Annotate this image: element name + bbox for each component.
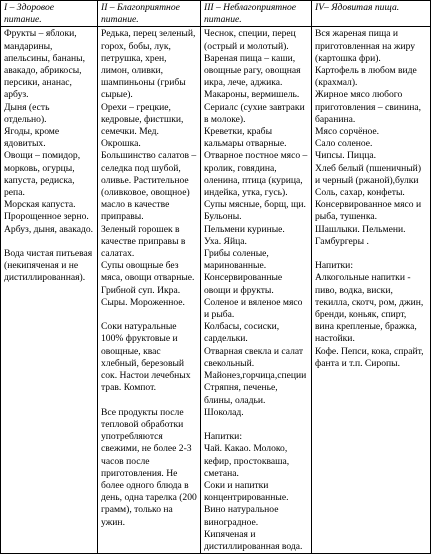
favorable-foods-cell: Редька, перец зеленый, горох, бобы, лук, петрушка, хрен, лимон, оливки, шампиньоны (грибы сырые). Орехи – грецкие, кедровые, фистшки, семечки. Мед. Окрошка. Большинство салатов – селедка под шубой, оливье. Растительное (оливковое, овощное) масло в качестве приправы. Зеленый горошек в качестве приправы в салатах. Супы овощные без мяса, овощи отварные. Грибной суп. Икра. Сыры. Мороженное. Соки натуральные 100% фруктовые и овощные, квас хлебный, березовый сок. Настои лечебных трав. Компот. Все продукты после тепловой обработки употребляются свежими, не более 2-3 часов после приготовления. Не более одного блюда в день, одна тарелка (200 грамм), только на ужин. bbox=[98, 27, 201, 554]
header-unfavorable: III – Неблагоприятное питание. bbox=[201, 1, 312, 27]
unfavorable-foods-cell: Чеснок, специи, перец (острый и молотый). Вареная пища – каши, овощные рагу, овощная икра, лече, аджика. Макароны, вермишель. Сериалс (сухие завтраки в молоке). Креветки, крабы кальмары отварные. Отварное постное мясо – кролик, говядина, оленина, птица (курица, индейка, утка, гусь). Супы мясные, борщ, щи. Бульоны. Пельмени куриные. Уха. Яйца. Грибы соленые, маринованные. Консервированные овощи и фрукты. Соленое и вяленое мясо и рыба. Колбасы, сосиски, сардельки. Отварная свекла и салат свекольный. Майонез,горчица,специи Стряпня, печенье, блины, оладьи. Шоколад. Напитки: Чай. Какао. Молоко, кефир, простокваша, сметана. Соки и напитки концентрированные. Вино натуральное виноградное. Кипяченая и дистиллированная вода. bbox=[201, 27, 312, 554]
healthy-foods-cell: Фрукты – яблоки, мандарины, апельсины, бананы, авакадо, абрикосы, персики, ананас, арбуз. Дыня (есть отдельно). Ягоды, кроме ядовитых. Овощи – помидор, морковь, огурцы, капуста, редиска, репа. Морская капуста. Пророщенное зерно. Арбуз, дыня, авакадо. Вода чистая питьевая (некипяченая и не дистиллированная). bbox=[1, 27, 98, 554]
poisonous-foods-cell: Вся жареная пища и приготовленная на жиру (картошка фри). Картофель в любом виде (крахмал). Жирное мясо любого приготовления – свинина, баранина. Мясо copчёное. Сало соленое. Чипсы. Пицца. Хлеб белый (пшеничный) и черный (ржаной),булки Соль, сахар, конфеты. Консервированное мясо и рыба, тушенка. Шашлыки. Пельмени. Гамбургеры . Напитки: Алкогольные напитки - пиво, водка, виски, текилла, скотч, ром, джин, бренди, коньяк, спирт, вина крепленые, бражка, настойки. Кофе. Пепси, кока, спрайт, фанта и т.п. Сиропы. bbox=[312, 27, 431, 554]
header-poisonous: IV– Ядовитая пища. bbox=[312, 1, 431, 27]
header-healthy: I – Здоровое питание. bbox=[1, 1, 98, 27]
header-favorable: II – Благоприятное питание. bbox=[98, 1, 201, 27]
table-body-row bbox=[1, 27, 431, 554]
table-header-row bbox=[1, 1, 431, 27]
